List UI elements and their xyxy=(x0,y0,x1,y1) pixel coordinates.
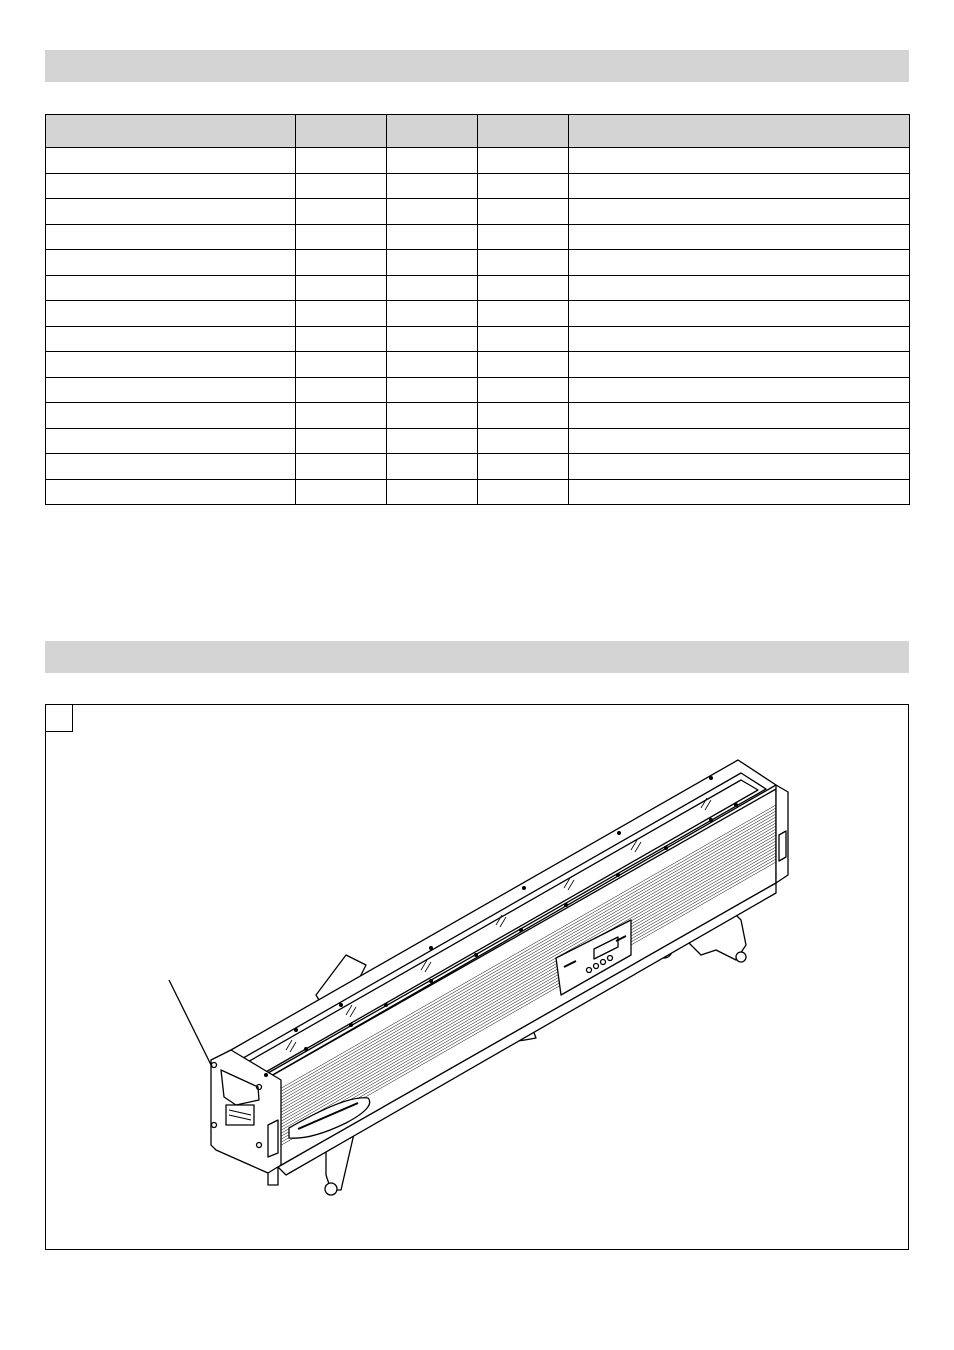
table-cell xyxy=(569,454,910,480)
table-cell xyxy=(569,377,910,403)
table-cell xyxy=(296,403,387,429)
table-cell xyxy=(478,352,569,378)
table-cell xyxy=(296,428,387,454)
table-cell xyxy=(296,224,387,250)
table-cell xyxy=(478,479,569,505)
table-cell xyxy=(46,403,296,429)
table-cell xyxy=(46,224,296,250)
table-cell xyxy=(478,454,569,480)
table-cell xyxy=(296,377,387,403)
section-header-bar xyxy=(45,50,909,82)
table-cell xyxy=(46,377,296,403)
table-cell xyxy=(478,403,569,429)
table-cell xyxy=(387,403,478,429)
table-cell xyxy=(478,377,569,403)
table-row xyxy=(46,352,910,378)
table-cell xyxy=(478,428,569,454)
table-cell xyxy=(569,301,910,327)
table-cell xyxy=(46,301,296,327)
table-cell xyxy=(569,428,910,454)
table-cell xyxy=(296,250,387,276)
table-cell xyxy=(387,173,478,199)
table-cell xyxy=(387,275,478,301)
table-cell xyxy=(569,326,910,352)
table-cell xyxy=(387,301,478,327)
table-cell xyxy=(569,148,910,174)
table-cell xyxy=(296,173,387,199)
table-cell xyxy=(296,148,387,174)
table-row xyxy=(46,454,910,480)
table-cell xyxy=(478,148,569,174)
table-cell xyxy=(387,454,478,480)
table-cell xyxy=(46,275,296,301)
table-cell xyxy=(569,199,910,225)
table-cell xyxy=(569,403,910,429)
table-cell xyxy=(387,148,478,174)
table-cell xyxy=(46,326,296,352)
table-cell xyxy=(46,148,296,174)
table-row xyxy=(46,224,910,250)
table-cell xyxy=(296,352,387,378)
table-cell xyxy=(569,275,910,301)
column-header xyxy=(46,115,296,148)
table-cell xyxy=(478,301,569,327)
table-row xyxy=(46,148,910,174)
led-bar-fixture-illustration xyxy=(46,705,908,1249)
table-cell xyxy=(296,199,387,225)
table-row xyxy=(46,377,910,403)
section-header-bar xyxy=(45,641,909,673)
table-cell xyxy=(387,326,478,352)
table-cell xyxy=(46,173,296,199)
table-row xyxy=(46,428,910,454)
table-row xyxy=(46,479,910,505)
table-cell xyxy=(387,250,478,276)
column-header xyxy=(387,115,478,148)
table-cell xyxy=(569,173,910,199)
table-cell xyxy=(46,352,296,378)
table-cell xyxy=(387,224,478,250)
table-cell xyxy=(46,428,296,454)
table-cell xyxy=(296,301,387,327)
table-cell xyxy=(569,224,910,250)
table-cell xyxy=(478,275,569,301)
table-cell xyxy=(296,275,387,301)
table-cell xyxy=(387,428,478,454)
table-cell xyxy=(387,479,478,505)
table-cell xyxy=(387,377,478,403)
table-cell xyxy=(387,199,478,225)
callout-line xyxy=(169,980,216,1075)
table-row xyxy=(46,173,910,199)
table-cell xyxy=(478,250,569,276)
table-row xyxy=(46,403,910,429)
table-row xyxy=(46,250,910,276)
table-row xyxy=(46,199,910,225)
table-cell xyxy=(296,454,387,480)
table-cell xyxy=(46,454,296,480)
table-cell xyxy=(46,250,296,276)
table-cell xyxy=(478,173,569,199)
table-header-row xyxy=(46,115,910,148)
table-cell xyxy=(478,326,569,352)
table-row xyxy=(46,301,910,327)
column-header xyxy=(478,115,569,148)
table-row xyxy=(46,326,910,352)
table-cell xyxy=(478,224,569,250)
figure-frame xyxy=(45,704,909,1250)
table-cell xyxy=(46,199,296,225)
table-cell xyxy=(569,352,910,378)
table-cell xyxy=(478,199,569,225)
table-cell xyxy=(569,250,910,276)
spec-table xyxy=(45,114,910,505)
table-row xyxy=(46,275,910,301)
table-cell xyxy=(569,479,910,505)
table-cell xyxy=(296,479,387,505)
column-header xyxy=(296,115,387,148)
column-header xyxy=(569,115,910,148)
table-cell xyxy=(46,479,296,505)
table-cell xyxy=(296,326,387,352)
table-cell xyxy=(387,352,478,378)
